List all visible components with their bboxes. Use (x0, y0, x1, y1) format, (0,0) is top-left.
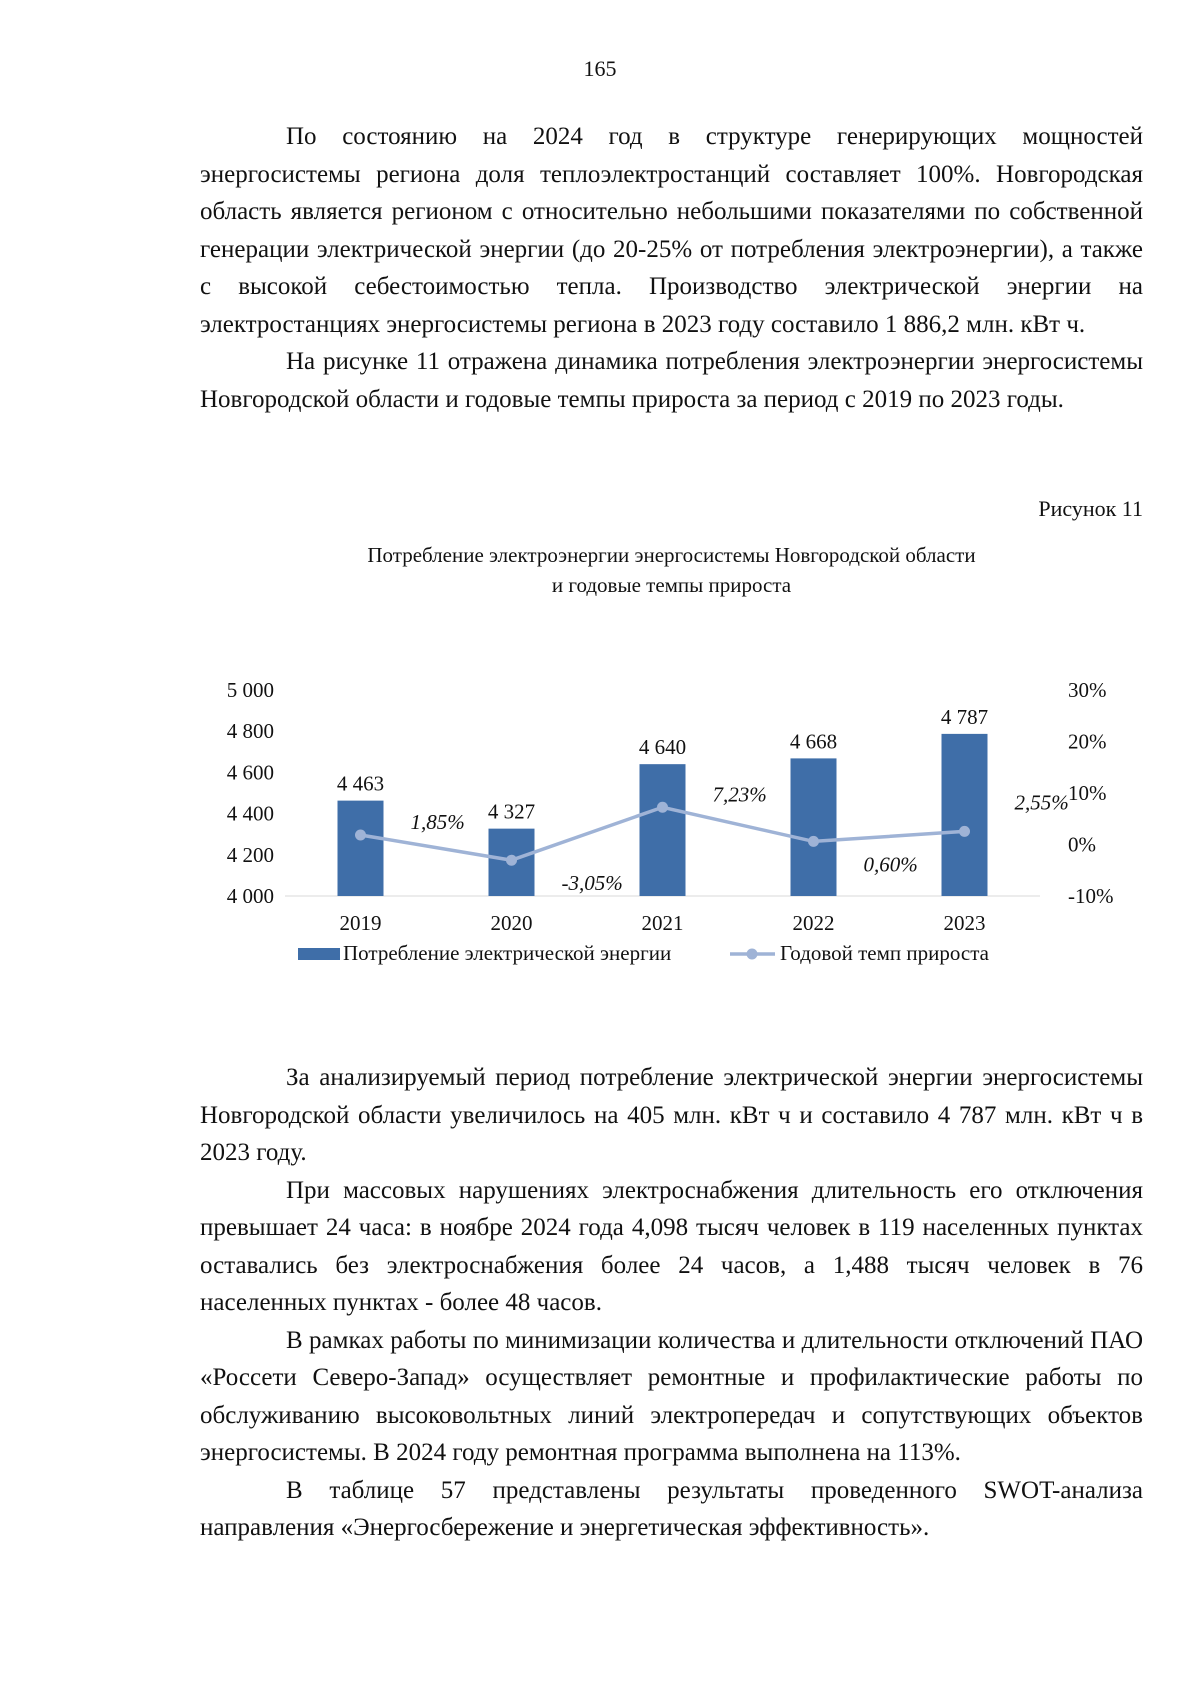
x-tick-label: 2019 (339, 911, 382, 935)
y-left-tick-label: 4 200 (226, 842, 274, 867)
paragraph: За анализируемый период потребление электрической энергии энергосистемы Новгородской области увеличилось на 405 млн. кВт ч и составило 4 787 млн. кВт ч в 2023 году. (200, 1064, 1143, 1166)
growth-rate-label: 2,55% (1014, 790, 1069, 815)
y-right-tick-label: -10% (1068, 884, 1114, 908)
figure-title-line: и годовые темпы прироста (551, 573, 792, 597)
legend-line-label: Годовой темп прироста (780, 941, 989, 965)
legend-line-marker (747, 949, 758, 960)
body-text (200, 1059, 1143, 1547)
growth-rate-point (355, 829, 366, 840)
x-tick-label: 2023 (943, 911, 986, 935)
consumption-chart (200, 660, 1140, 980)
paragraph: При массовых нарушениях электроснабжения длительность его отключения превышает 24 часа: в ноябре 2024 года 4,098 тысяч человек в 119 населенных пунктах оставались без электроснабжения более 24 часов, а 1,488 тысяч человек в 76 населенных пунктах - более 48 часов. (200, 1176, 1143, 1316)
paragraph: В рамках работы по минимизации количества и длительности отключений ПАО «Россети Северо-Запад» осуществляет ремонтные и профилактические работы по обслуживанию высоковольтных линий электропередач и сопутствующих объектов энергосистемы. В 2024 году ремонтная программа выполнена на 113%. (200, 1326, 1143, 1466)
x-tick-label: 2020 (490, 911, 533, 935)
y-right-tick-label: 0% (1068, 832, 1096, 857)
growth-rate-point (959, 826, 970, 837)
growth-rate-point (808, 836, 819, 847)
bar-data-label: 4 463 (336, 771, 385, 796)
growth-rate-label: 1,85% (410, 809, 465, 834)
growth-rate-point (506, 855, 517, 866)
legend-bar-swatch (298, 948, 340, 960)
bar-data-label: 4 640 (638, 735, 687, 760)
y-left-tick-label: 4 600 (226, 760, 274, 785)
paragraph: На рисунке 11 отражена динамика потребления электроэнергии энергосистемы Новгородской области и годовые темпы прироста за период с 2019 по 2023 годы. (200, 348, 1143, 413)
bar-data-label: 4 668 (789, 729, 838, 754)
paragraph: В таблице 57 представлены результаты проведенного SWOT-анализа направления «Энергосбережение и энергетическая эффективность». (200, 1476, 1143, 1541)
x-tick-label: 2021 (641, 911, 684, 935)
y-right-tick-label: 20% (1068, 729, 1107, 754)
bar-data-label: 4 327 (487, 799, 536, 824)
y-left-tick-label: 4 000 (226, 884, 274, 908)
x-tick-label: 2022 (792, 911, 835, 935)
y-right-tick-label: 10% (1068, 781, 1107, 805)
paragraph: По состоянию на 2024 год в структуре генерирующих мощностей энергосистемы региона доля теплоэлектростанций составляет 100%. Новгородская область является регионом с относительно небольшими показателями по собственной генерации электрической энергии (до 20-25% от потребления электроэнергии), а также с высокой себестоимостью тепла. Производство электрической энергии на электростанциях энергосистемы региона в 2023 году составило 1 886,2 млн. кВт ч. (200, 123, 1143, 338)
y-left-tick-label: 5 000 (226, 678, 274, 702)
bar-2021 (640, 764, 686, 896)
bar-2023 (942, 734, 988, 896)
y-left-tick-label: 4 800 (226, 719, 274, 744)
bar-2019 (338, 801, 384, 896)
growth-rate-label: 7,23% (712, 782, 767, 807)
legend-bar-label: Потребление электрической энергии (343, 941, 672, 965)
growth-rate-label: 0,60% (863, 852, 918, 877)
intro-text (200, 118, 1143, 418)
bar-data-label: 4 787 (940, 704, 989, 729)
figure-title (200, 540, 1143, 600)
figure-title-line: Потребление электроэнергии энергосистемы Новгородской области (367, 543, 976, 567)
growth-rate-point (657, 802, 668, 813)
figure-label: Рисунок 11 (1038, 496, 1143, 521)
bar-2022 (791, 758, 837, 896)
growth-rate-label: -3,05% (561, 871, 623, 896)
y-right-tick-label: 30% (1068, 678, 1107, 702)
y-left-tick-label: 4 400 (226, 801, 274, 826)
page-number: 165 (583, 56, 617, 81)
